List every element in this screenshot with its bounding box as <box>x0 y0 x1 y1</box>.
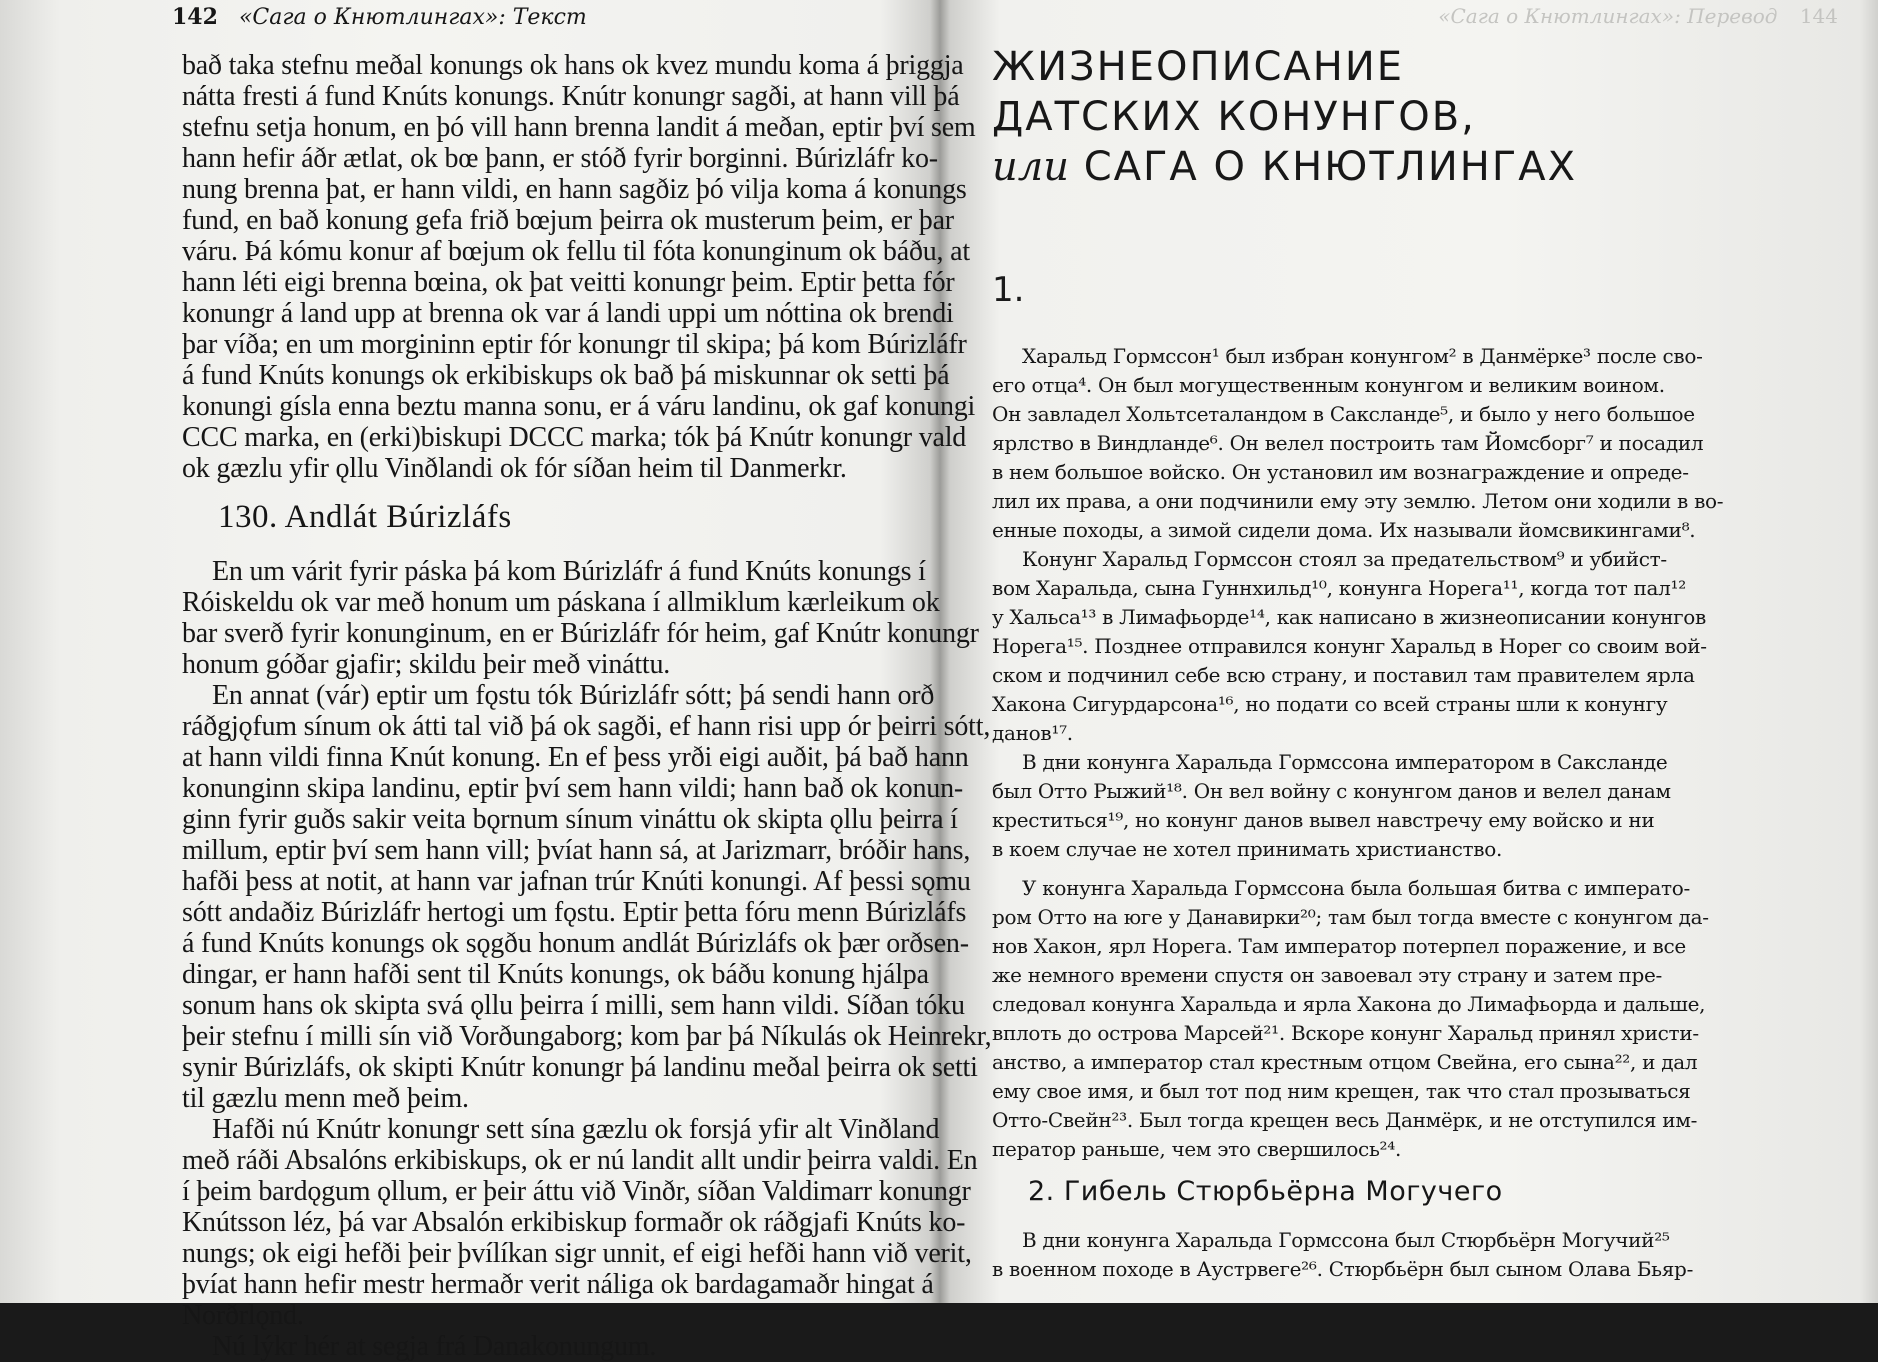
text-line: synir Búrizláfs, ok skipti Knútr konungr þá landinu meðal þeirra ok setti <box>182 1052 978 1083</box>
text-line: Róiskeldu ok var með honum um páskana í allmiklum kærleikum ok <box>182 587 940 618</box>
text-line: dingar, er hann hafði sent til Knúts konungs, ok báðu konung hjálpa <box>182 959 929 990</box>
text-line: Конунг Харальд Гормссон стоял за предательством⁹ и убийст- <box>1022 547 1667 571</box>
text-line: CCC marka, en (erki)biskupi DCCC marka; tók þá Knútr konungr vald <box>182 422 967 453</box>
text-line: konungr á land upp at brenna ok var á landi uppi um nóttina ok brendi <box>182 298 954 329</box>
text-line: ператор раньше, чем это свершилось²⁴. <box>992 1137 1402 1161</box>
text-line: Норега¹⁵. Позднее отправился конунг Харальд в Норег со своим вой- <box>992 634 1707 658</box>
left-body-text <box>182 50 992 1362</box>
text-line: Хакона Сигурдарсона¹⁶, но подати со всей страны шли к конунгу <box>992 692 1668 716</box>
text-line: в военном походе в Аустрвеге²⁶. Стюрбьёрн был сыном Олава Бьяр- <box>992 1257 1694 1281</box>
section-2-heading: 2. Гибель Стюрбьёрна Могучего <box>1028 1176 1503 1207</box>
text-line: вом Харальда, сына Гуннхильд¹⁰, конунга Норега¹¹, когда тот пал¹² <box>992 576 1686 600</box>
left-running-title: «Сага о Кнютлингах»: Текст <box>238 5 587 30</box>
text-line: креститься¹⁹, но конунг данов вывел навстречу ему войско и ни <box>992 808 1655 832</box>
text-line: Knútsson léz, þá var Absalón erkibiskup formaðr ok ráðgjafi Knúts ko- <box>182 1207 966 1238</box>
book-title <box>992 42 1577 192</box>
text-line: at hann vildi finna Knút konung. En ef þess yrði eigi auðit, þá bað hann <box>182 742 969 773</box>
text-line: nung brenna þat, er hann vildi, en hann sagðiz þó vilja koma á konungs <box>182 174 967 205</box>
text-line: в коем случае не хотел принимать христианство. <box>992 837 1503 861</box>
right-running-title: «Сага о Кнютлингах»: Перевод <box>1438 4 1778 28</box>
left-running-head <box>172 4 587 30</box>
text-line: þvíat hann hefir mestr hermaðr verit náliga ok bardagamaðr hingat á <box>182 1269 934 1300</box>
text-line: ему свое имя, и был тот под ним крещен, так что стал прозываться <box>992 1079 1691 1103</box>
text-line: fund, en bað konung gefa frið bœjum þeirra ok musterum þeim, er þar <box>182 205 954 236</box>
text-line: данов¹⁷. <box>992 721 1073 745</box>
chapter-heading: 130. Andlát Búrizláfs <box>218 499 512 535</box>
text-line: á fund Knúts konungs ok sǫgðu honum andlát Búrizláfs ok þær orðsen- <box>182 928 969 959</box>
text-line: ском и подчинил себе всю страну, и поставил там правителем ярла <box>992 663 1695 687</box>
text-line: вплоть до острова Марсей²¹. Вскоре конунг Харальд принял христи- <box>992 1021 1699 1045</box>
text-line: ром Отто на юге у Данавирки²⁰; там был тогда вместе с конунгом да- <box>992 905 1709 929</box>
text-line: ráðgjǫfum sínum ok átti tal við þá ok sagði, ef hann risi upp ór þeirri sótt, <box>182 711 991 742</box>
text-line: енные походы, а зимой сидели дома. Их называли йомсвикингами⁸. <box>992 518 1696 542</box>
text-line: был Отто Рыжий¹⁸. Он вел войну с конунгом данов и велел данам <box>992 779 1671 803</box>
left-page <box>130 0 992 1362</box>
text-line: honum góðar gjafir; skildu þeir með vináttu. <box>182 649 671 680</box>
right-page <box>950 0 1878 1303</box>
text-line: konunginn skipa landinu, eptir því sem hann vildi; hann bað ok konun- <box>182 773 963 804</box>
text-line: у Хальса¹³ в Лимафьорде¹⁴, как написано в жизнеописании конунгов <box>992 605 1706 629</box>
text-line: þeir stefnu í milli sín við Vorðungaborg; kom þar þá Níkulás ok Heinrekr, <box>182 1021 992 1052</box>
text-line: в нем большое войско. Он установил им вознаграждение и опреде- <box>992 460 1689 484</box>
paragraph-gap <box>992 864 1812 874</box>
text-line: ginn fyrir guðs sakir veita bǫrnum sínum vináttu ok skipta ǫllu þeirra í <box>182 804 958 835</box>
text-line: Hafði nú Knútr konungr sett sína gæzlu ok forsjá yfir alt Vinðland <box>212 1114 940 1145</box>
text-line: með ráði Absalóns erkibiskups, ok er nú landit allt undir þeirra valdi. En <box>182 1145 978 1176</box>
text-line: til gæzlu menn með þeim. <box>182 1083 469 1114</box>
text-line: bað taka stefnu meðal konungs ok hans ok kvez mundu koma á þriggja <box>182 50 964 81</box>
book-title-prefix: или <box>992 144 1069 190</box>
text-line: konungi gísla enna beztu manna sonu, er á váru landinu, ok gaf konungi <box>182 391 976 422</box>
text-line: En um várit fyrir páska þá kom Búrizláfr á fund Knúts konungs í <box>212 556 926 587</box>
book-title-line-1: ЖИЗНЕОПИСАНИЕ <box>992 44 1405 90</box>
text-line: анство, а император стал крестным отцом Свейна, его сына²², и дал <box>992 1050 1698 1074</box>
book-title-line-2: ДАТСКИХ КОНУНГОВ, <box>992 94 1476 140</box>
text-line: нов Хакон, ярл Норега. Там император потерпел поражение, и все <box>992 934 1686 958</box>
text-line: nátta fresti á fund Knúts konungs. Knútr konungr sagði, at hann vill þá <box>182 81 960 112</box>
text-line: hann léti eigi brenna bœina, ok þat veitti konungr þeim. Eptir þetta fór <box>182 267 955 298</box>
text-line: hann hefir áðr ætlat, ok bœ þann, er stóð fyrir borginni. Búrizláfr ko- <box>182 143 938 174</box>
text-line: В дни конунга Харальда Гормссона был Стюрбьёрн Могучий²⁵ <box>1022 1228 1670 1252</box>
text-line: Norðrlǫnd. <box>182 1300 304 1331</box>
text-line: У конунга Харальда Гормссона была большая битва с императо- <box>1022 876 1690 900</box>
text-line: í þeim bardǫgum ǫllum, er þeir áttu við Vinðr, síðan Valdimarr konungr <box>182 1176 971 1207</box>
text-line: á fund Knúts konungs ok erkibiskups ok bað þá miskunnar ok setti þá <box>182 360 950 391</box>
text-line: его отца⁴. Он был могущественным конунгом и великим воином. <box>992 373 1665 397</box>
text-line: stefnu setja honum, en þó vill hann brenna landit á meðan, eptir því sem <box>182 112 976 143</box>
text-line: sótt andaðiz Búrizláfr hertogi um fǫstu. Eptir þetta fóru menn Búrizláfs <box>182 897 967 928</box>
right-running-head <box>1438 4 1838 28</box>
text-line: millum, eptir því sem hann vill; þvíat hann sá, at Jarizmarr, bróðir hans, <box>182 835 971 866</box>
text-line: sonum hans ok skipta svá ǫllu þeirra í milli, sem hann vildi. Síðan tóku <box>182 990 965 1021</box>
text-line: ярлство в Виндланде⁶. Он велел построить там Йомсборг⁷ и посадил <box>992 431 1704 455</box>
text-line: En annat (vár) eptir um fǫstu tók Búrizláfr sótt; þá sendi hann orð <box>212 680 935 711</box>
text-line: nungs; ok eigi hefði þeir þvílíkan sigr unnit, ef eigi hefði hann við verit, <box>182 1238 972 1269</box>
text-line: þar víða; en um morgininn eptir fór konungr til skipa; þá kom Búrizláfr <box>182 329 967 360</box>
text-line: ok gæzlu yfir ǫllu Vinðlandi ok fór síðan heim til Danmerkr. <box>182 453 847 484</box>
section-number: 1. <box>992 270 1025 310</box>
text-line: bar sverð fyrir konunginum, en er Búrizláfr fór heim, gaf Knútr konungr <box>182 618 979 649</box>
text-line: váru. Þá kómu konur af bœjum ok fellu til fóta konunginum ok báðu, at <box>182 236 970 267</box>
right-page-number: 144 <box>1799 4 1838 28</box>
text-line: Он завладел Хольтсеталандом в Саксланде⁵, и было у него большое <box>992 402 1695 426</box>
right-body-text <box>992 342 1812 1284</box>
text-line: Харальд Гормссон¹ был избран конунгом² в Данмёрке³ после сво- <box>1022 344 1703 368</box>
text-line: hafði þess at notit, at hann var jafnan trúr Knúti konungi. Af þessi sǫmu <box>182 866 971 897</box>
book-title-line-3 <box>992 142 1577 192</box>
book-title-main: САГА О КНЮТЛИНГАХ <box>1083 144 1578 190</box>
text-line: В дни конунга Харальда Гормссона императором в Саксланде <box>1022 750 1668 774</box>
text-line: же немного времени спустя он завоевал эту страну и затем пре- <box>992 963 1662 987</box>
text-line: следовал конунга Харальда и ярла Хакона до Лимафьорда и дальше, <box>992 992 1706 1016</box>
text-line: Отто-Свейн²³. Был тогда крещен весь Данмёрк, и не отступился им- <box>992 1108 1698 1132</box>
text-line: Nú lýkr hér at segja frá Danakonungum. <box>212 1331 657 1362</box>
text-line: лил их права, а они подчинили ему эту землю. Летом они ходили в во- <box>992 489 1724 513</box>
left-page-number: 142 <box>172 4 218 30</box>
